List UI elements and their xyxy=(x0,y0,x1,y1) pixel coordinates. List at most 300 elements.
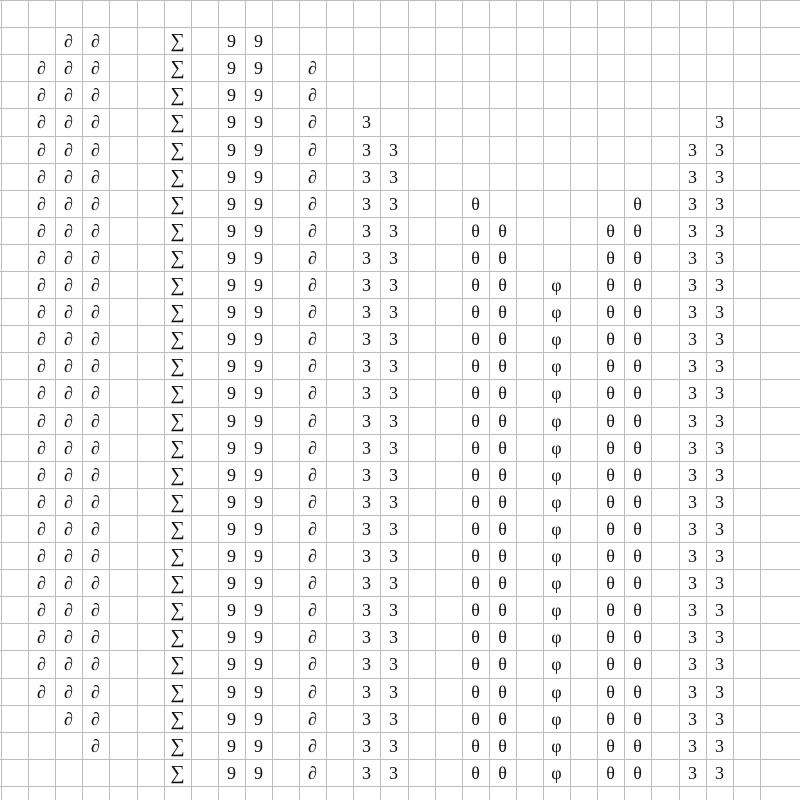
phi-symbol: φ xyxy=(551,572,562,593)
theta-symbol: θ xyxy=(498,626,507,647)
partial-symbol: ∂ xyxy=(37,681,46,702)
digit-three: 3 xyxy=(389,572,398,593)
partial-symbol: ∂ xyxy=(64,193,73,214)
partial-symbol: ∂ xyxy=(91,708,100,729)
digit-three: 3 xyxy=(715,247,724,268)
grid-line-vertical xyxy=(570,0,571,800)
digit-three: 3 xyxy=(389,437,398,458)
digit-three: 3 xyxy=(389,139,398,160)
partial-symbol: ∂ xyxy=(64,572,73,593)
digit-nine: 9 xyxy=(227,437,236,458)
theta-symbol: θ xyxy=(471,545,480,566)
digit-nine: 9 xyxy=(227,220,236,241)
digit-three: 3 xyxy=(362,301,371,322)
partial-symbol: ∂ xyxy=(64,274,73,295)
partial-symbol: ∂ xyxy=(64,410,73,431)
partial-symbol: ∂ xyxy=(308,518,317,539)
grid-line-horizontal xyxy=(0,81,800,82)
partial-symbol: ∂ xyxy=(91,599,100,620)
partial-symbol: ∂ xyxy=(91,111,100,132)
theta-symbol: θ xyxy=(471,626,480,647)
theta-symbol: θ xyxy=(606,626,615,647)
digit-three: 3 xyxy=(715,464,724,485)
digit-nine: 9 xyxy=(254,545,263,566)
digit-three: 3 xyxy=(715,762,724,783)
digit-nine: 9 xyxy=(254,437,263,458)
partial-symbol: ∂ xyxy=(91,139,100,160)
partial-symbol: ∂ xyxy=(308,410,317,431)
theta-symbol: θ xyxy=(606,572,615,593)
digit-three: 3 xyxy=(362,355,371,376)
theta-symbol: θ xyxy=(606,518,615,539)
phi-symbol: φ xyxy=(551,328,562,349)
partial-symbol: ∂ xyxy=(64,599,73,620)
partial-symbol: ∂ xyxy=(64,30,73,51)
digit-nine: 9 xyxy=(227,193,236,214)
theta-symbol: θ xyxy=(471,274,480,295)
phi-symbol: φ xyxy=(551,545,562,566)
digit-nine: 9 xyxy=(227,626,236,647)
grid-line-vertical xyxy=(760,0,761,800)
grid-line-horizontal xyxy=(0,27,800,28)
sigma-symbol: ∑ xyxy=(170,680,185,703)
partial-symbol: ∂ xyxy=(308,193,317,214)
digit-nine: 9 xyxy=(227,762,236,783)
grid-line-vertical xyxy=(408,0,409,800)
partial-symbol: ∂ xyxy=(64,57,73,78)
digit-three: 3 xyxy=(389,762,398,783)
partial-symbol: ∂ xyxy=(37,464,46,485)
theta-symbol: θ xyxy=(471,193,480,214)
theta-symbol: θ xyxy=(471,518,480,539)
theta-symbol: θ xyxy=(633,464,642,485)
grid-line-vertical xyxy=(272,0,273,800)
theta-symbol: θ xyxy=(633,681,642,702)
digit-three: 3 xyxy=(389,545,398,566)
digit-three: 3 xyxy=(362,653,371,674)
grid-line-vertical xyxy=(516,0,517,800)
theta-symbol: θ xyxy=(471,491,480,512)
sigma-symbol: ∑ xyxy=(170,761,185,784)
partial-symbol: ∂ xyxy=(64,626,73,647)
partial-symbol: ∂ xyxy=(91,355,100,376)
digit-nine: 9 xyxy=(254,247,263,268)
partial-symbol: ∂ xyxy=(308,84,317,105)
sigma-symbol: ∑ xyxy=(170,138,185,161)
sigma-symbol: ∑ xyxy=(170,165,185,188)
partial-symbol: ∂ xyxy=(64,518,73,539)
digit-nine: 9 xyxy=(227,410,236,431)
digit-three: 3 xyxy=(362,111,371,132)
digit-three: 3 xyxy=(715,301,724,322)
partial-symbol: ∂ xyxy=(91,84,100,105)
theta-symbol: θ xyxy=(633,328,642,349)
digit-three: 3 xyxy=(688,626,697,647)
sigma-symbol: ∑ xyxy=(170,734,185,757)
digit-nine: 9 xyxy=(227,708,236,729)
partial-symbol: ∂ xyxy=(64,681,73,702)
partial-symbol: ∂ xyxy=(37,355,46,376)
phi-symbol: φ xyxy=(551,735,562,756)
theta-symbol: θ xyxy=(498,301,507,322)
digit-nine: 9 xyxy=(227,111,236,132)
digit-three: 3 xyxy=(688,166,697,187)
theta-symbol: θ xyxy=(606,437,615,458)
digit-three: 3 xyxy=(715,545,724,566)
partial-symbol: ∂ xyxy=(64,166,73,187)
digit-three: 3 xyxy=(389,328,398,349)
digit-three: 3 xyxy=(389,301,398,322)
partial-symbol: ∂ xyxy=(37,599,46,620)
theta-symbol: θ xyxy=(498,653,507,674)
partial-symbol: ∂ xyxy=(91,518,100,539)
theta-symbol: θ xyxy=(633,518,642,539)
digit-three: 3 xyxy=(715,220,724,241)
theta-symbol: θ xyxy=(633,437,642,458)
phi-symbol: φ xyxy=(551,762,562,783)
partial-symbol: ∂ xyxy=(91,545,100,566)
digit-three: 3 xyxy=(688,328,697,349)
digit-three: 3 xyxy=(389,464,398,485)
sigma-symbol: ∑ xyxy=(170,625,185,648)
digit-three: 3 xyxy=(715,166,724,187)
digit-three: 3 xyxy=(362,735,371,756)
phi-symbol: φ xyxy=(551,708,562,729)
theta-symbol: θ xyxy=(471,735,480,756)
digit-three: 3 xyxy=(362,626,371,647)
partial-symbol: ∂ xyxy=(91,57,100,78)
theta-symbol: θ xyxy=(606,653,615,674)
digit-three: 3 xyxy=(688,708,697,729)
theta-symbol: θ xyxy=(606,545,615,566)
digit-three: 3 xyxy=(362,491,371,512)
theta-symbol: θ xyxy=(633,355,642,376)
grid-line-horizontal xyxy=(0,0,800,1)
partial-symbol: ∂ xyxy=(91,410,100,431)
partial-symbol: ∂ xyxy=(64,653,73,674)
partial-symbol: ∂ xyxy=(91,30,100,51)
theta-symbol: θ xyxy=(498,708,507,729)
sigma-symbol: ∑ xyxy=(170,409,185,432)
digit-three: 3 xyxy=(389,681,398,702)
partial-symbol: ∂ xyxy=(308,301,317,322)
theta-symbol: θ xyxy=(498,545,507,566)
digit-three: 3 xyxy=(362,328,371,349)
digit-nine: 9 xyxy=(227,328,236,349)
theta-symbol: θ xyxy=(633,599,642,620)
digit-three: 3 xyxy=(389,355,398,376)
theta-symbol: θ xyxy=(498,410,507,431)
theta-symbol: θ xyxy=(633,762,642,783)
digit-nine: 9 xyxy=(254,464,263,485)
digit-three: 3 xyxy=(688,491,697,512)
digit-nine: 9 xyxy=(227,355,236,376)
partial-symbol: ∂ xyxy=(91,653,100,674)
digit-three: 3 xyxy=(688,139,697,160)
phi-symbol: φ xyxy=(551,301,562,322)
sigma-symbol: ∑ xyxy=(170,517,185,540)
digit-three: 3 xyxy=(688,220,697,241)
digit-three: 3 xyxy=(688,247,697,268)
digit-three: 3 xyxy=(688,735,697,756)
partial-symbol: ∂ xyxy=(308,626,317,647)
sigma-symbol: ∑ xyxy=(170,83,185,106)
grid-line-vertical xyxy=(733,0,734,800)
digit-three: 3 xyxy=(688,599,697,620)
partial-symbol: ∂ xyxy=(91,328,100,349)
phi-symbol: φ xyxy=(551,464,562,485)
partial-symbol: ∂ xyxy=(91,193,100,214)
digit-three: 3 xyxy=(389,708,398,729)
digit-three: 3 xyxy=(362,762,371,783)
partial-symbol: ∂ xyxy=(64,355,73,376)
digit-three: 3 xyxy=(362,247,371,268)
digit-three: 3 xyxy=(362,599,371,620)
theta-symbol: θ xyxy=(471,653,480,674)
theta-symbol: θ xyxy=(606,599,615,620)
theta-symbol: θ xyxy=(633,220,642,241)
partial-symbol: ∂ xyxy=(91,491,100,512)
theta-symbol: θ xyxy=(633,572,642,593)
partial-symbol: ∂ xyxy=(37,247,46,268)
partial-symbol: ∂ xyxy=(308,355,317,376)
theta-symbol: θ xyxy=(633,491,642,512)
partial-symbol: ∂ xyxy=(64,84,73,105)
digit-three: 3 xyxy=(715,708,724,729)
partial-symbol: ∂ xyxy=(37,626,46,647)
sigma-symbol: ∑ xyxy=(170,598,185,621)
digit-nine: 9 xyxy=(227,464,236,485)
phi-symbol: φ xyxy=(551,653,562,674)
digit-nine: 9 xyxy=(227,166,236,187)
partial-symbol: ∂ xyxy=(37,437,46,458)
digit-three: 3 xyxy=(362,681,371,702)
theta-symbol: θ xyxy=(498,220,507,241)
theta-symbol: θ xyxy=(633,708,642,729)
digit-nine: 9 xyxy=(254,382,263,403)
theta-symbol: θ xyxy=(498,572,507,593)
theta-symbol: θ xyxy=(498,382,507,403)
partial-symbol: ∂ xyxy=(37,166,46,187)
sigma-symbol: ∑ xyxy=(170,544,185,567)
partial-symbol: ∂ xyxy=(308,111,317,132)
digit-three: 3 xyxy=(389,491,398,512)
grid-line-vertical xyxy=(1,0,2,800)
theta-symbol: θ xyxy=(633,301,642,322)
theta-symbol: θ xyxy=(471,437,480,458)
phi-symbol: φ xyxy=(551,518,562,539)
theta-symbol: θ xyxy=(498,328,507,349)
partial-symbol: ∂ xyxy=(37,84,46,105)
sigma-symbol: ∑ xyxy=(170,381,185,404)
digit-nine: 9 xyxy=(227,274,236,295)
digit-three: 3 xyxy=(362,545,371,566)
digit-nine: 9 xyxy=(227,572,236,593)
digit-nine: 9 xyxy=(227,84,236,105)
theta-symbol: θ xyxy=(471,681,480,702)
theta-symbol: θ xyxy=(471,355,480,376)
digit-three: 3 xyxy=(715,328,724,349)
grid-line-vertical xyxy=(109,0,110,800)
digit-three: 3 xyxy=(688,301,697,322)
sigma-symbol: ∑ xyxy=(170,327,185,350)
digit-nine: 9 xyxy=(254,57,263,78)
digit-nine: 9 xyxy=(254,572,263,593)
theta-symbol: θ xyxy=(471,382,480,403)
digit-nine: 9 xyxy=(227,57,236,78)
sigma-symbol: ∑ xyxy=(170,652,185,675)
theta-symbol: θ xyxy=(606,301,615,322)
partial-symbol: ∂ xyxy=(37,653,46,674)
grid-line-vertical xyxy=(326,0,327,800)
digit-three: 3 xyxy=(389,518,398,539)
sigma-symbol: ∑ xyxy=(170,354,185,377)
digit-three: 3 xyxy=(389,626,398,647)
theta-symbol: θ xyxy=(633,193,642,214)
theta-symbol: θ xyxy=(633,653,642,674)
digit-three: 3 xyxy=(389,410,398,431)
digit-three: 3 xyxy=(715,491,724,512)
digit-three: 3 xyxy=(688,518,697,539)
partial-symbol: ∂ xyxy=(91,735,100,756)
digit-three: 3 xyxy=(715,355,724,376)
theta-symbol: θ xyxy=(498,274,507,295)
partial-symbol: ∂ xyxy=(91,464,100,485)
grid-line-vertical xyxy=(435,0,436,800)
digit-nine: 9 xyxy=(254,762,263,783)
sigma-symbol: ∑ xyxy=(170,490,185,513)
theta-symbol: θ xyxy=(498,355,507,376)
phi-symbol: φ xyxy=(551,410,562,431)
digit-three: 3 xyxy=(362,274,371,295)
theta-symbol: θ xyxy=(471,247,480,268)
partial-symbol: ∂ xyxy=(37,328,46,349)
digit-nine: 9 xyxy=(227,247,236,268)
digit-nine: 9 xyxy=(227,139,236,160)
digit-three: 3 xyxy=(688,681,697,702)
digit-three: 3 xyxy=(389,274,398,295)
sigma-symbol: ∑ xyxy=(170,110,185,133)
grid-line-vertical xyxy=(191,0,192,800)
partial-symbol: ∂ xyxy=(308,382,317,403)
digit-three: 3 xyxy=(688,193,697,214)
digit-nine: 9 xyxy=(227,30,236,51)
partial-symbol: ∂ xyxy=(64,247,73,268)
digit-nine: 9 xyxy=(254,30,263,51)
partial-symbol: ∂ xyxy=(64,437,73,458)
theta-symbol: θ xyxy=(471,410,480,431)
theta-symbol: θ xyxy=(606,355,615,376)
digit-three: 3 xyxy=(688,274,697,295)
partial-symbol: ∂ xyxy=(91,274,100,295)
theta-symbol: θ xyxy=(498,735,507,756)
theta-symbol: θ xyxy=(471,572,480,593)
digit-nine: 9 xyxy=(254,355,263,376)
digit-three: 3 xyxy=(715,382,724,403)
theta-symbol: θ xyxy=(471,599,480,620)
digit-three: 3 xyxy=(715,572,724,593)
digit-three: 3 xyxy=(362,139,371,160)
digit-three: 3 xyxy=(715,735,724,756)
partial-symbol: ∂ xyxy=(37,139,46,160)
digit-three: 3 xyxy=(389,166,398,187)
theta-symbol: θ xyxy=(498,681,507,702)
digit-three: 3 xyxy=(389,599,398,620)
digit-nine: 9 xyxy=(254,410,263,431)
theta-symbol: θ xyxy=(633,626,642,647)
partial-symbol: ∂ xyxy=(91,382,100,403)
partial-symbol: ∂ xyxy=(308,220,317,241)
partial-symbol: ∂ xyxy=(91,166,100,187)
partial-symbol: ∂ xyxy=(91,572,100,593)
digit-nine: 9 xyxy=(254,301,263,322)
theta-symbol: θ xyxy=(606,220,615,241)
theta-symbol: θ xyxy=(471,328,480,349)
digit-three: 3 xyxy=(688,355,697,376)
partial-symbol: ∂ xyxy=(308,57,317,78)
partial-symbol: ∂ xyxy=(37,491,46,512)
sigma-symbol: ∑ xyxy=(170,273,185,296)
partial-symbol: ∂ xyxy=(37,57,46,78)
phi-symbol: φ xyxy=(551,599,562,620)
phi-symbol: φ xyxy=(551,437,562,458)
theta-symbol: θ xyxy=(498,247,507,268)
digit-three: 3 xyxy=(715,139,724,160)
partial-symbol: ∂ xyxy=(308,166,317,187)
digit-nine: 9 xyxy=(227,735,236,756)
digit-three: 3 xyxy=(389,382,398,403)
phi-symbol: φ xyxy=(551,626,562,647)
digit-three: 3 xyxy=(688,410,697,431)
sigma-symbol: ∑ xyxy=(170,56,185,79)
partial-symbol: ∂ xyxy=(91,681,100,702)
grid-line-horizontal xyxy=(0,108,800,109)
digit-three: 3 xyxy=(389,220,398,241)
partial-symbol: ∂ xyxy=(37,518,46,539)
digit-nine: 9 xyxy=(254,626,263,647)
digit-three: 3 xyxy=(688,464,697,485)
grid-line-vertical xyxy=(137,0,138,800)
digit-three: 3 xyxy=(688,653,697,674)
digit-nine: 9 xyxy=(254,220,263,241)
theta-symbol: θ xyxy=(498,762,507,783)
partial-symbol: ∂ xyxy=(64,301,73,322)
theta-symbol: θ xyxy=(606,464,615,485)
partial-symbol: ∂ xyxy=(64,139,73,160)
partial-symbol: ∂ xyxy=(64,545,73,566)
partial-symbol: ∂ xyxy=(308,762,317,783)
digit-three: 3 xyxy=(362,437,371,458)
grid-line-horizontal xyxy=(0,54,800,55)
theta-symbol: θ xyxy=(606,247,615,268)
theta-symbol: θ xyxy=(498,437,507,458)
digit-three: 3 xyxy=(688,437,697,458)
theta-symbol: θ xyxy=(471,220,480,241)
digit-three: 3 xyxy=(688,545,697,566)
sigma-symbol: ∑ xyxy=(170,463,185,486)
digit-nine: 9 xyxy=(254,328,263,349)
partial-symbol: ∂ xyxy=(91,626,100,647)
theta-symbol: θ xyxy=(471,464,480,485)
partial-symbol: ∂ xyxy=(64,491,73,512)
partial-symbol: ∂ xyxy=(64,382,73,403)
digit-three: 3 xyxy=(389,735,398,756)
partial-symbol: ∂ xyxy=(64,464,73,485)
theta-symbol: θ xyxy=(498,599,507,620)
digit-three: 3 xyxy=(715,518,724,539)
theta-symbol: θ xyxy=(606,762,615,783)
partial-symbol: ∂ xyxy=(91,220,100,241)
